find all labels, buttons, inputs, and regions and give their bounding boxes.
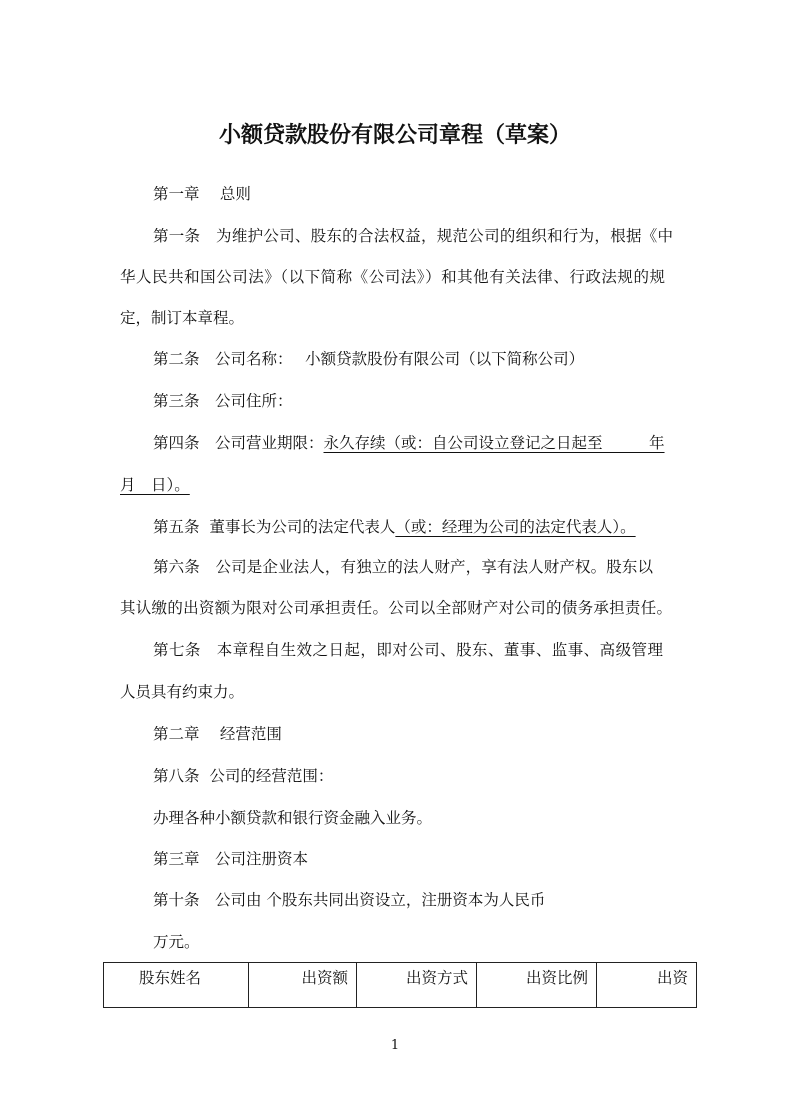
chapter-1-heading: 第一章 总则 bbox=[153, 185, 251, 203]
article-5-underlined: （或：经理为公司的法定代表人）。 bbox=[395, 518, 636, 536]
article-5 bbox=[153, 517, 636, 537]
article-4-line-2 bbox=[120, 475, 190, 495]
article-5-prefix: 第五条 董事长为公司的法定代表人 bbox=[153, 518, 396, 536]
header-shareholder-name: 股东姓名 bbox=[104, 963, 249, 1008]
article-7-line-2: 人员具有约束力。 bbox=[120, 683, 245, 701]
article-4-underlined-end: 月 日）。 bbox=[120, 476, 190, 494]
header-contribution-ratio: 出资比例 bbox=[477, 963, 597, 1008]
table-header-row bbox=[104, 963, 697, 1008]
article-6-line-1: 第六条 公司是企业法人，有独立的法人财产，享有法人财产权。股东以 bbox=[153, 558, 653, 576]
article-1-line-3: 定，制订本章程。 bbox=[120, 309, 245, 327]
article-10-line-1: 第十条 公司由 个股东共同出资设立，注册资本为人民币 bbox=[153, 891, 546, 909]
article-8: 第八条 公司的经营范围： bbox=[153, 767, 334, 785]
article-1-line-1: 第一条 为维护公司、股东的合法权益，规范公司的组织和行为，根据《中 bbox=[153, 227, 673, 245]
business-scope: 办理各种小额贷款和银行资金融入业务。 bbox=[153, 809, 433, 827]
article-4-underlined: 永久存续（或：自公司设立登记之日起至 年 bbox=[323, 434, 665, 452]
header-contribution-method: 出资方式 bbox=[357, 963, 477, 1008]
document-title: 小额贷款股份有限公司章程（草案） bbox=[218, 122, 571, 148]
page-number: 1 bbox=[390, 1038, 400, 1053]
article-4-line-1 bbox=[153, 433, 665, 453]
article-10-line-2: 万元。 bbox=[153, 933, 200, 951]
article-6-line-2: 其认缴的出资额为限对公司承担责任。公司以全部财产对公司的债务承担责任。 bbox=[120, 599, 672, 617]
article-7-line-1: 第七条 本章程自生效之日起，即对公司、股东、董事、监事、高级管理 bbox=[153, 641, 663, 659]
chapter-3-heading: 第三章 公司注册资本 bbox=[153, 850, 309, 868]
article-2: 第二条 公司名称： 小额贷款股份有限公司（以下简称公司） bbox=[153, 350, 585, 368]
chapter-2-heading: 第二章 经营范围 bbox=[153, 725, 282, 743]
article-4-prefix: 第四条 公司营业期限： bbox=[153, 434, 324, 452]
shareholder-table bbox=[103, 962, 697, 1008]
article-3: 第三条 公司住所： bbox=[153, 392, 293, 410]
header-contribution-amount: 出资额 bbox=[249, 963, 357, 1008]
header-contribution: 出资 bbox=[597, 963, 697, 1008]
article-1-line-2: 华人民共和国公司法》（以下简称《公司法》）和其他有关法律、行政法规的规 bbox=[120, 268, 665, 286]
